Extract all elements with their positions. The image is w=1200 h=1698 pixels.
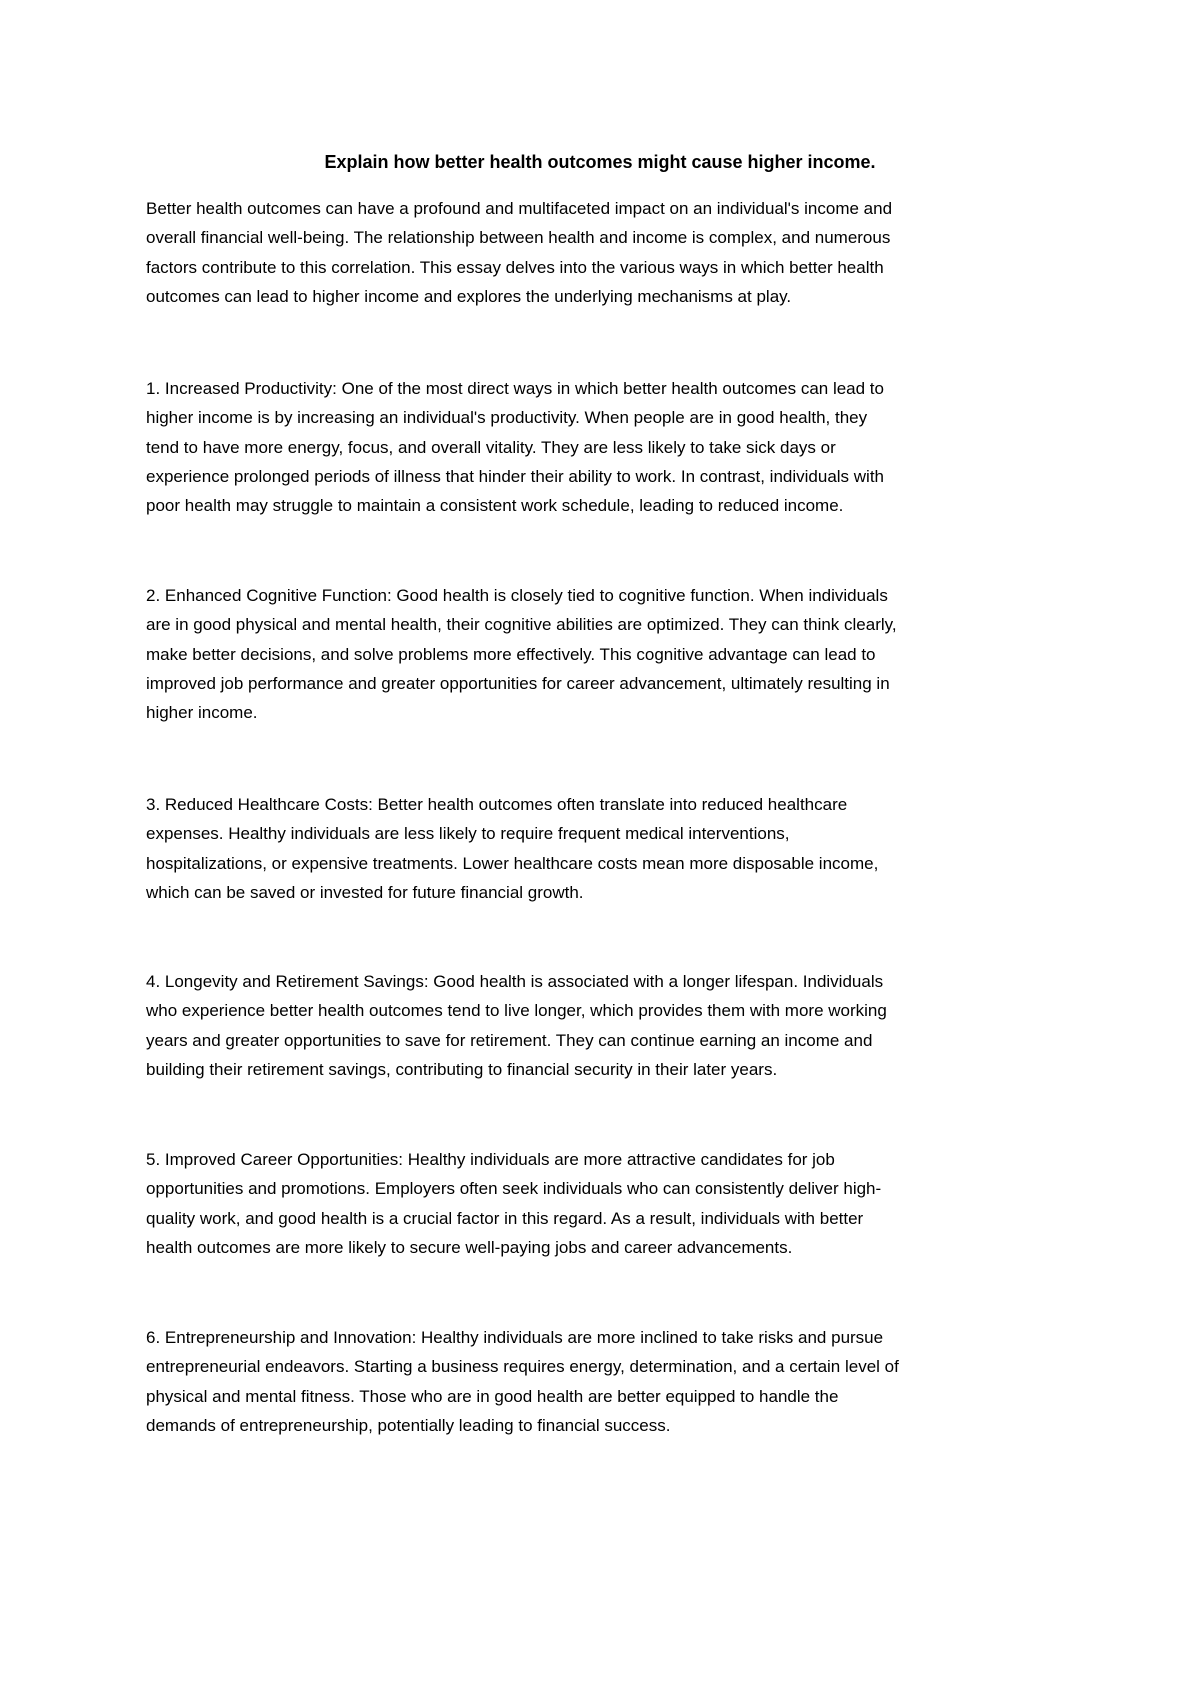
paragraph-line: improved job performance and greater opportunities for career advancement, ultimately resulting in xyxy=(146,673,890,693)
paragraph-line: 3. Reduced Healthcare Costs: Better health outcomes often translate into reduced healthcare xyxy=(146,795,848,814)
paragraph-line: which can be saved or invested for future financial growth. xyxy=(146,882,584,902)
section-paragraph-career xyxy=(146,1145,1066,1262)
paragraph-line: demands of entrepreneurship, potentially leading to financial success. xyxy=(146,1415,671,1435)
section-paragraph-healthcare-costs xyxy=(146,790,1066,907)
paragraph-line: opportunities and promotions. Employers often seek individuals who can consistently deliver high- xyxy=(146,1179,882,1199)
section-paragraph-productivity xyxy=(146,374,1066,520)
paragraph-line: experience prolonged periods of illness that hinder their ability to work. In contrast, individuals with xyxy=(146,466,885,486)
intro-paragraph xyxy=(146,194,1066,311)
paragraph-line: 1. Increased Productivity: One of the most direct ways in which better health outcomes can lead to xyxy=(146,379,884,398)
paragraph-line: building their retirement savings, contributing to financial security in their later years. xyxy=(146,1059,778,1079)
paragraph-line: 2. Enhanced Cognitive Function: Good health is closely tied to cognitive function. When individuals xyxy=(146,586,888,605)
paragraph-line: entrepreneurial endeavors. Starting a business requires energy, determination, and a certain level of xyxy=(146,1357,899,1377)
paragraph-line: higher income. xyxy=(146,703,258,723)
paragraph-line: tend to have more energy, focus, and overall vitality. They are less likely to take sick days or xyxy=(146,437,836,457)
section-paragraph-entrepreneurship xyxy=(146,1323,1066,1440)
document-title: Explain how better health outcomes might cause higher income. xyxy=(324,152,876,172)
paragraph-line: make better decisions, and solve problems more effectively. This cognitive advantage can lead to xyxy=(146,644,876,664)
paragraph-line: 5. Improved Career Opportunities: Healthy individuals are more attractive candidates for job xyxy=(146,1150,835,1169)
paragraph-line: poor health may struggle to maintain a consistent work schedule, leading to reduced income. xyxy=(146,496,844,516)
paragraph-line: expenses. Healthy individuals are less likely to require frequent medical interventions, xyxy=(146,824,790,844)
paragraph-line: outcomes can lead to higher income and explores the underlying mechanisms at play. xyxy=(146,286,792,306)
paragraph-line: physical and mental fitness. Those who are in good health are better equipped to handle the xyxy=(146,1386,839,1406)
paragraph-line: quality work, and good health is a crucial factor in this regard. As a result, individuals with better xyxy=(146,1208,864,1228)
paragraph-line: Better health outcomes can have a profound and multifaceted impact on an individual's income and xyxy=(146,199,893,218)
paragraph-line: who experience better health outcomes tend to live longer, which provides them with more working xyxy=(146,1001,887,1021)
paragraph-line: 4. Longevity and Retirement Savings: Good health is associated with a longer lifespan. Individuals xyxy=(146,972,884,991)
paragraph-line: hospitalizations, or expensive treatments. Lower healthcare costs mean more disposable income, xyxy=(146,853,879,873)
paragraph-line: 6. Entrepreneurship and Innovation: Healthy individuals are more inclined to take risks and pursue xyxy=(146,1328,884,1347)
paragraph-line: higher income is by increasing an individual's productivity. When people are in good health, they xyxy=(146,408,868,428)
paragraph-line: are in good physical and mental health, their cognitive abilities are optimized. They can think clearly, xyxy=(146,615,897,635)
paragraph-line: overall financial well-being. The relationship between health and income is complex, and numerous xyxy=(146,228,891,248)
section-paragraph-cognitive xyxy=(146,581,1066,727)
section-paragraph-longevity xyxy=(146,967,1066,1084)
paragraph-line: factors contribute to this correlation. This essay delves into the various ways in which better health xyxy=(146,257,884,277)
paragraph-line: health outcomes are more likely to secure well-paying jobs and career advancements. xyxy=(146,1237,793,1257)
paragraph-line: years and greater opportunities to save for retirement. They can continue earning an income and xyxy=(146,1030,873,1050)
